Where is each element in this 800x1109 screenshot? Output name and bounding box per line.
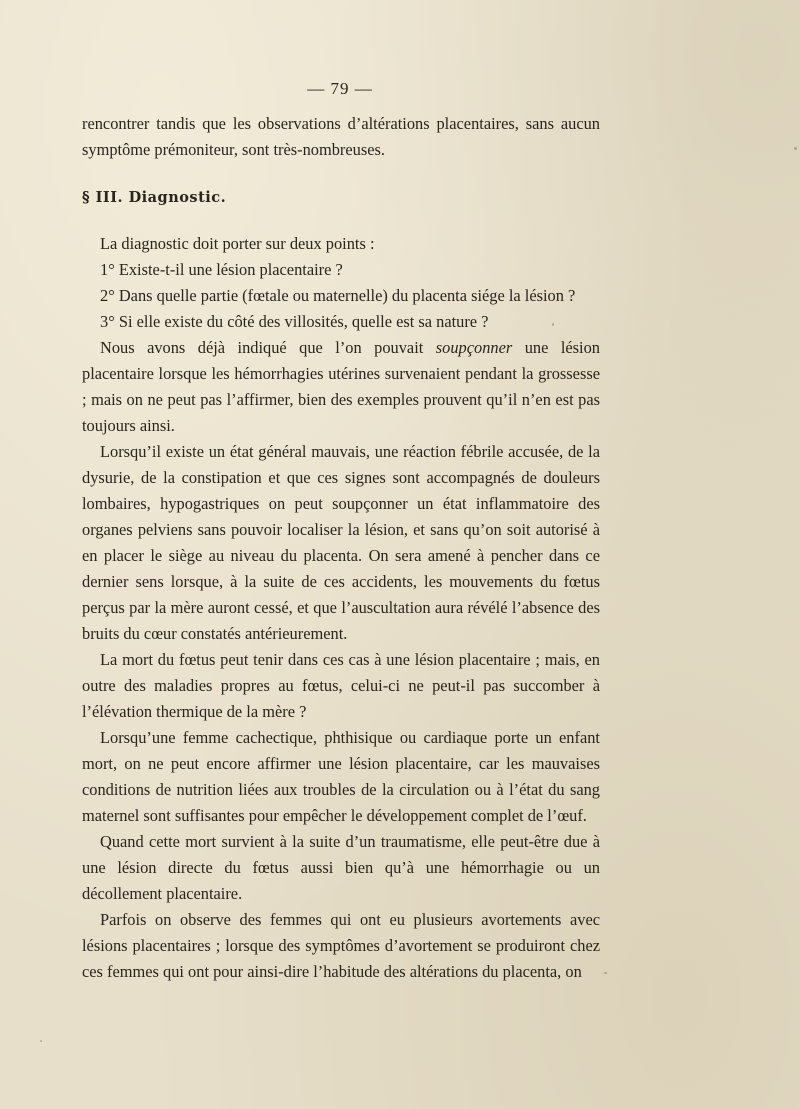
paragraph-avortements: Parfois on observe des femmes qui ont eu plusieurs avortements avec lésions placentaires ; lorsque des symptômes d’avortement se produiront chez ces femmes qui ont pour ainsi-dire l’habitude des altérations du placenta, on xyxy=(82,910,600,981)
list-item-3: 3° Si elle existe du côté des villosités, quelle est sa nature ? xyxy=(100,312,489,331)
paragraph-intro: La diagnostic doit porter sur deux points : xyxy=(100,234,375,253)
paragraph-traumatisme: Quand cette mort survient à la suite d’un traumatisme, elle peut-être due à une lésion directe du fœtus aussi bien qu’à une hémorrhagie ou un décollement placentaire. xyxy=(82,832,600,903)
paragraph-continuation: rencontrer tandis que les observations d’altérations placentaires, sans aucun symptôme prémoniteur, sont très-nombreuses. xyxy=(82,114,600,159)
emphasis-soupconner: soupçonner xyxy=(435,338,513,357)
paragraph-etat-general: Lorsqu’il existe un état général mauvais, une réaction fébrile accusée, de la dysurie, de la constipation et que ces signes sont accompagnés de douleurs lombaires, hypogastriques on peut soupçonner un état inflammatoire des organes pelviens sans pouvoir localiser la lésion, et sans qu’on soit autorisé à en placer le siège au niveau du placenta. On sera amené à pencher dans ce dernier sens lorsque, à la suite de ces accidents, les mouvements du fœtus perçus par la mère auront cessé, et que l’auscultation aura révélé l’absence des bruits du cœur constatés antérieurement. xyxy=(82,442,600,643)
paper-speck xyxy=(552,323,554,326)
list-item-1: 1° Existe-t-il une lésion placentaire ? xyxy=(100,260,343,279)
list-item-2: 2° Dans quelle partie (fœtale ou maternelle) du placenta siége la lésion ? xyxy=(100,286,576,305)
body-text xyxy=(82,111,600,985)
paragraph-mort-foetus: La mort du fœtus peut tenir dans ces cas à une lésion placentaire ; mais, en outre des maladies propres au fœtus, celui-ci ne peut-il pas succomber à l’élévation thermique de la mère ? xyxy=(82,650,600,721)
paragraph-soupconner-start: Nous avons déjà indiqué que l’on pouvait xyxy=(100,338,436,357)
paragraph-femme-cachectique: Lorsqu’une femme cachectique, phthisique ou cardiaque porte un enfant mort, on ne peut encore affirmer une lésion placentaire, car les mauvaises conditions de nutrition liées aux troubles de la circulation ou à l’état du sang maternel sont suffisantes pour empêcher le développement complet de l’œuf. xyxy=(82,728,600,825)
paragraph-soupconner-end: une lésion placentaire lorsque les hémorrhagies utérines survenaient pendant la grossesse ; mais on ne peut pas l’affirmer, bien des exemples prouvent qu’il n’en est pas toujours ainsi. xyxy=(82,338,600,435)
page-number: — 79 — xyxy=(307,79,373,98)
section-heading: § III. Diagnostic. xyxy=(82,189,227,206)
paper-speck xyxy=(794,147,797,150)
paper-speck xyxy=(40,1040,42,1042)
paragraph-soupconner xyxy=(82,335,600,439)
paper-speck xyxy=(604,972,607,974)
